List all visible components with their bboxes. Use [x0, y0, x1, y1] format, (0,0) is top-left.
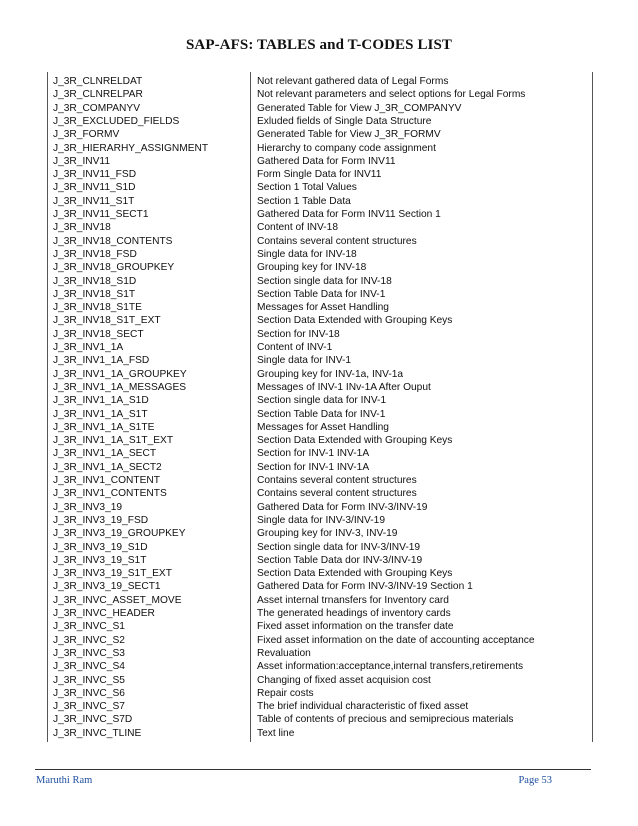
table-row	[48, 554, 592, 567]
table-row	[48, 660, 592, 673]
table-row	[48, 235, 592, 248]
table-row	[48, 221, 592, 234]
description-cell: Asset information:acceptance,internal transfers,retirements	[257, 661, 524, 673]
description-cell: Section Table Data dor INV-3/INV-19	[257, 554, 423, 566]
description-cell: Messages for Asset Handling	[257, 421, 389, 433]
description-cell: Content of INV-18	[257, 222, 338, 234]
table-name-cell: J_3R_INV11_SECT1	[53, 209, 149, 220]
table-name-cell: J_3R_INV3_19_FSD	[53, 514, 149, 526]
footer-rule	[35, 769, 591, 770]
description-cell: Section for INV-1 INV-1A	[257, 448, 370, 460]
description-cell: Fixed asset information on the transfer date	[257, 621, 454, 633]
table-name-cell: J_3R_INV1_1A_SECT	[53, 448, 157, 460]
description-cell: Changing of fixed asset acquision cost	[257, 674, 431, 686]
table-row	[48, 727, 592, 740]
table-name-cell: J_3R_INV3_19_S1D	[53, 541, 148, 553]
table-row	[48, 674, 592, 687]
table-row	[48, 168, 592, 181]
table-row	[48, 314, 592, 327]
table-name-cell: J_3R_INV18_S1TE	[53, 302, 142, 314]
table-row	[48, 102, 592, 115]
table-name-cell: J_3R_INV3_19_S1T_EXT	[53, 568, 172, 580]
table-row	[48, 288, 592, 301]
table-row	[48, 328, 592, 341]
table-row	[48, 580, 592, 593]
table-name-cell: J_3R_INV1_1A_SECT2	[53, 461, 162, 473]
table-name-cell: J_3R_INVC_ASSET_MOVE	[53, 594, 182, 606]
description-cell: Section Data Extended with Grouping Keys	[257, 435, 453, 447]
table-name-cell: J_3R_INV18	[53, 222, 111, 234]
description-cell: Grouping key for INV-3, INV-19	[257, 528, 398, 540]
description-cell: Section single data for INV-1	[257, 395, 387, 407]
table-name-cell: J_3R_CLNRELPAR	[53, 89, 143, 101]
table-name-cell: J_3R_INV1_1A_S1TE	[53, 421, 155, 433]
description-cell: Generated Table for View J_3R_FORMV	[257, 129, 441, 141]
table-row	[48, 354, 592, 367]
table-row	[48, 261, 592, 274]
table-name-cell: J_3R_INV1_1A_S1D	[53, 395, 149, 407]
description-cell: Messages for Asset Handling	[257, 302, 389, 314]
description-cell: Asset internal trnansfers for Inventory card	[257, 594, 449, 606]
table-row	[48, 248, 592, 261]
description-cell: Single data for INV-18	[257, 248, 357, 260]
table-name-cell: J_3R_INVC_S1	[53, 621, 125, 633]
description-cell: Text line	[257, 727, 295, 739]
description-cell: Fixed asset information on the date of accounting acceptance	[257, 634, 535, 646]
table-row	[48, 594, 592, 607]
table-name-cell: J_3R_INV11	[53, 155, 111, 167]
description-cell: Not relevant parameters and select options for Legal Forms	[257, 89, 526, 101]
table-row	[48, 434, 592, 447]
description-cell: Contains several content structures	[257, 235, 417, 247]
table-row	[48, 341, 592, 354]
table-row	[48, 620, 592, 633]
table-name-cell: J_3R_INVC_HEADER	[53, 608, 155, 619]
description-cell: Section 1 Total Values	[257, 182, 357, 194]
description-cell: Section 1 Table Data	[257, 195, 351, 207]
table-row	[48, 75, 592, 88]
description-cell: Grouping key for INV-18	[257, 262, 367, 274]
table-name-cell: J_3R_INV1_CONTENT	[53, 475, 160, 486]
description-cell: Repair costs	[257, 687, 314, 699]
table-name-cell: J_3R_INVC_S7	[53, 701, 125, 713]
table-name-cell: J_3R_INVC_S7D	[53, 714, 133, 726]
description-cell: Section for INV-18	[257, 328, 340, 340]
description-cell: Not relevant gathered data of Legal Forms	[257, 76, 449, 87]
table-name-cell: J_3R_INV1_1A_S1T	[53, 408, 148, 420]
table-row	[48, 527, 592, 540]
description-cell: Contains several content structures	[257, 475, 417, 486]
table-row	[48, 474, 592, 487]
table-row	[48, 447, 592, 460]
table-name-cell: J_3R_INV1_1A	[53, 342, 124, 353]
description-cell: Gathered Data for Form INV-3/INV-19 Section 1	[257, 581, 473, 593]
table-name-cell: J_3R_INVC_S4	[53, 661, 125, 673]
table-row	[48, 142, 592, 155]
table-name-cell: J_3R_INVC_S2	[53, 634, 125, 646]
table-name-cell: J_3R_INV1_CONTENTS	[53, 488, 167, 500]
tables-list	[47, 72, 593, 742]
table-name-cell: J_3R_HIERARHY_ASSIGNMENT	[53, 142, 209, 154]
table-name-cell: J_3R_CLNRELDAT	[53, 76, 143, 87]
table-row	[48, 155, 592, 168]
description-cell: Section for INV-1 INV-1A	[257, 461, 370, 473]
description-cell: Content of INV-1	[257, 342, 333, 353]
description-cell: Gathered Data for Form INV11 Section 1	[257, 209, 441, 220]
table-name-cell: J_3R_INV11_S1T	[53, 195, 135, 207]
table-name-cell: J_3R_INV3_19_SECT1	[53, 581, 161, 593]
table-name-cell: J_3R_INV3_19_GROUPKEY	[53, 528, 186, 540]
table-row	[48, 461, 592, 474]
description-cell: Section Data Extended with Grouping Keys	[257, 315, 453, 327]
description-cell: Revaluation	[257, 647, 311, 659]
table-row	[48, 408, 592, 421]
table-name-cell: J_3R_INV1_1A_MESSAGES	[53, 381, 187, 393]
table-row	[48, 647, 592, 660]
table-name-cell: J_3R_INV18_S1D	[53, 275, 137, 287]
description-cell: Section single data for INV-18	[257, 275, 392, 287]
table-name-cell: J_3R_INVC_S3	[53, 647, 125, 659]
table-name-cell: J_3R_INV18_CONTENTS	[53, 235, 173, 247]
table-name-cell: J_3R_INV18_SECT	[53, 328, 144, 340]
table-row	[48, 88, 592, 101]
table-row	[48, 421, 592, 434]
table-row	[48, 195, 592, 208]
table-name-cell: J_3R_INV18_S1T_EXT	[53, 315, 161, 327]
table-name-cell: J_3R_INV11_S1D	[53, 182, 136, 194]
description-cell: Section Table Data for INV-1	[257, 408, 386, 420]
table-name-cell: J_3R_FORMV	[53, 129, 120, 141]
description-cell: The brief individual characteristic of fixed asset	[257, 701, 469, 713]
description-cell: Section single data for INV-3/INV-19	[257, 541, 421, 553]
description-cell: Table of contents of precious and semiprecious materials	[257, 714, 514, 726]
table-row	[48, 634, 592, 647]
description-cell: Form Single Data for INV11	[257, 169, 382, 181]
table-row	[48, 394, 592, 407]
table-row	[48, 700, 592, 713]
table-name-cell: J_3R_INV18_GROUPKEY	[53, 262, 175, 274]
table-row	[48, 541, 592, 554]
table-name-cell: J_3R_INV11_FSD	[53, 169, 137, 181]
footer-page-number: Page 53	[518, 775, 552, 786]
table-row	[48, 487, 592, 500]
description-cell: Single data for INV-1	[257, 355, 352, 367]
description-cell: Single data for INV-3/INV-19	[257, 514, 385, 526]
description-cell: Section Table Data for INV-1	[257, 288, 386, 300]
page-title: SAP-AFS: TABLES and T-CODES LIST	[185, 37, 453, 53]
description-cell: Generated Table for View J_3R_COMPANYV	[257, 102, 462, 114]
table-row	[48, 128, 592, 141]
table-row	[48, 381, 592, 394]
description-cell: Section Data Extended with Grouping Keys	[257, 568, 453, 580]
table-name-cell: J_3R_INV1_1A_FSD	[53, 355, 150, 367]
table-row	[48, 567, 592, 580]
table-name-cell: J_3R_INV3_19_S1T	[53, 554, 147, 566]
table-row	[48, 607, 592, 620]
table-name-cell: J_3R_COMPANYV	[53, 102, 140, 114]
description-cell: Grouping key for INV-1a, INV-1a	[257, 368, 404, 380]
table-row	[48, 181, 592, 194]
footer-author: Maruthi Ram	[36, 775, 93, 786]
table-row	[48, 501, 592, 514]
table-name-cell: J_3R_INV18_FSD	[53, 248, 137, 260]
table-row	[48, 687, 592, 700]
table-name-cell: J_3R_EXCLUDED_FIELDS	[53, 115, 180, 127]
table-row	[48, 115, 592, 128]
table-name-cell: J_3R_INV18_S1T	[53, 288, 136, 300]
table-row	[48, 208, 592, 221]
table-name-cell: J_3R_INVC_S6	[53, 687, 125, 699]
table-row	[48, 368, 592, 381]
table-name-cell: J_3R_INVC_TLINE	[53, 727, 142, 739]
description-cell: Messages of INV-1 INv-1A After Ouput	[257, 381, 431, 393]
table-name-cell: J_3R_INVC_S5	[53, 674, 125, 686]
table-row	[48, 301, 592, 314]
description-cell: Gathered Data for Form INV-3/INV-19	[257, 501, 428, 513]
description-cell: The generated headings of inventory cards	[257, 608, 451, 619]
table-name-cell: J_3R_INV3_19	[53, 501, 123, 513]
table-row	[48, 713, 592, 726]
table-row	[48, 275, 592, 288]
table-name-cell: J_3R_INV1_1A_S1T_EXT	[53, 435, 174, 447]
description-cell: Gathered Data for Form INV11	[257, 155, 396, 167]
description-cell: Hierarchy to company code assignment	[257, 142, 436, 154]
table-name-cell: J_3R_INV1_1A_GROUPKEY	[53, 368, 187, 380]
table-row	[48, 514, 592, 527]
description-cell: Exluded fields of Single Data Structure	[257, 115, 432, 127]
description-cell: Contains several content structures	[257, 488, 417, 500]
